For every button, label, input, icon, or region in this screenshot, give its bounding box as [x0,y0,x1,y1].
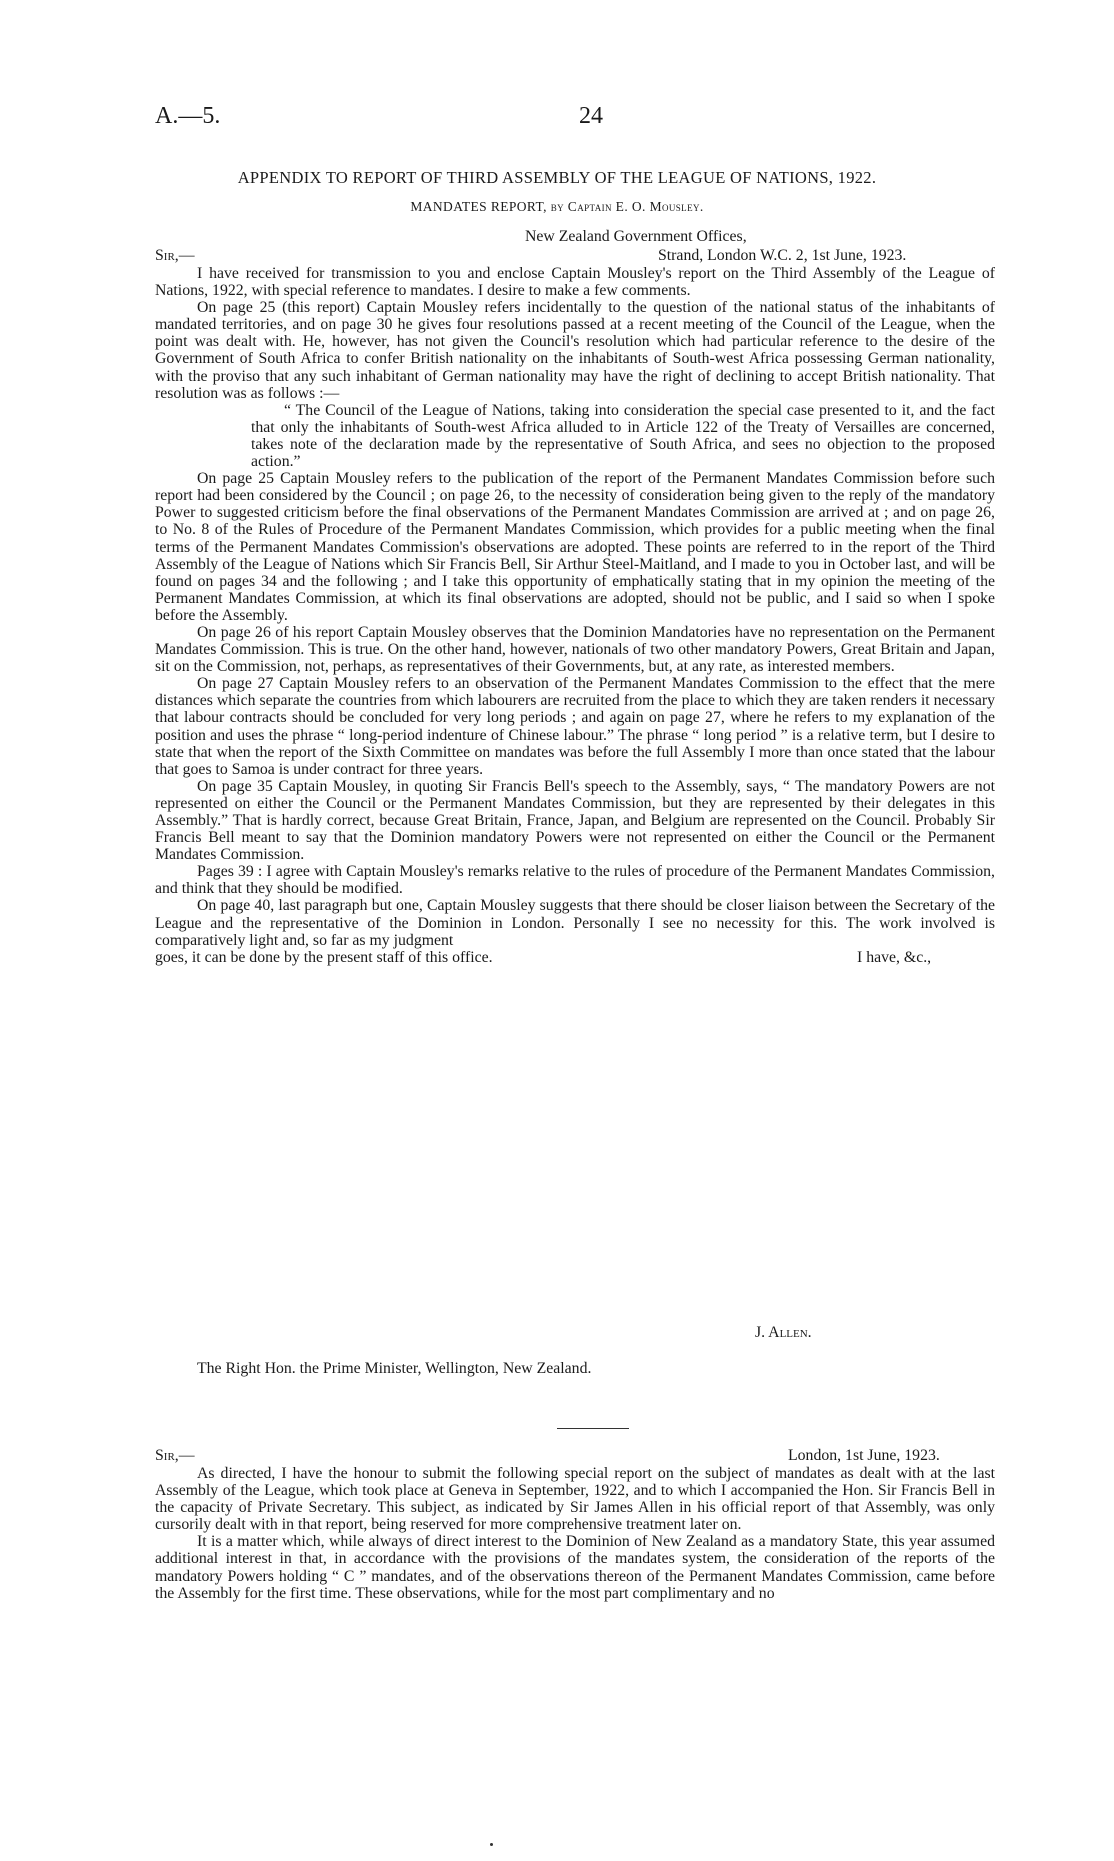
page-mark [490,1843,493,1846]
letter1-paragraph: On page 40, last paragraph but one, Captain Mousley suggests that there should be closer liaison between the Secretary of the League and the representative of the Dominion in London. Personally I see no necessity for this. The work involved is comparatively light and, so far as my judgment [155,897,995,949]
document-title: APPENDIX TO REPORT OF THIRD ASSEMBLY OF THE LEAGUE OF NATIONS, 1922. [237,168,877,187]
letter1-closing: I have, &c., [857,948,932,966]
page-number: 24 [579,103,603,129]
subtitle-main: MANDATES REPORT, [410,199,547,214]
document-subtitle [0,199,1114,215]
letter2-place-date: London, 1st June, 1923. [788,1447,940,1464]
letter1-paragraph: On page 25 Captain Mousley refers to the publication of the report of the Permanent Mandates Commission before such report had been considered by the Council ; on page 26, to the necessity of consideration being given to the reply of the mandatory Power to suggested criticism before the final observations of the Permanent Mandates Commission are arrived at ; and on page 26, to No. 8 of the Rules of Procedure of the Permanent Mandates Commission, which provides for a public meeting when the final terms of the Permanent Mandates Commission's observations are adopted. These points are referred to in the report of the Third Assembly of the League of Nations which Sir Francis Bell, Sir Arthur Steel-Maitland, and I made to you in October last, and will be found on pages 34 and the following ; and I take this opportunity of emphatically stating that in my opinion the meeting of the Permanent Mandates Commission, at which its final observations are adopted, should not be public, and I said so when I spoke before the Assembly. [155,470,995,624]
section-divider [557,1428,629,1429]
document-reference: A.—5. [155,103,221,129]
letter1-salutation: Sir,— [155,247,195,264]
letter1-last-line: goes, it can be done by the present staff of this office. [155,948,493,966]
letter1-body [155,265,995,966]
letter1-paragraph: On page 25 (this report) Captain Mousley refers incidentally to the question of the national status of the inhabitants of mandated territories, and on page 30 he gives four resolutions passed at a recent meeting of the Council of the League, when the point was dealt with. He, however, has not given the Council's resolution which had particular reference to the desire of the Government of South Africa to confer British nationality on the inhabitants of South-west Africa possessing German nationality, with the proviso that any such inhabitant of German nationality may have the right of declining to accept British nationality. That resolution was as follows :— [155,299,995,402]
letter1-addressee: The Right Hon. the Prime Minister, Wellington, New Zealand. [197,1360,592,1377]
council-resolution-quote [234,402,995,470]
letter1-paragraph: I have received for transmission to you and enclose Captain Mousley's report on the Third Assembly of the League of Nations, 1922, with special reference to mandates. I desire to make a few comments. [155,265,995,300]
quote-text: “ The Council of the League of Nations, taking into consideration the special case presented to it, and the fact that only the inhabitants of South-west Africa alluded to in Article 122 of the Treaty of Versailles are concerned, takes note of the declaration made by the representative of South Africa, and sees no objection to the proposed action.” [251,401,995,471]
subtitle-byline: by Captain E. O. Mousley. [550,199,704,214]
letter1-address-line1: New Zealand Government Offices, [525,228,747,245]
letter1-paragraph: On page 27 Captain Mousley refers to an observation of the Permanent Mandates Commission to the effect that the mere distances which separate the countries from which labourers are recruited from the place to which they are taken renders it necessary that labour contracts should be concluded for very long periods ; and again on page 27, where he refers to my explanation of the position and uses the phrase “ long-period indenture of Chinese labour.” The phrase “ long period ” is a relative term, but I desire to state that when the report of the Sixth Committee on mandates was before the full Assembly I more than once stated that the labour that goes to Samoa is under contract for three years. [155,675,995,778]
closing-row [155,949,995,966]
letter1-paragraph: Pages 39 : I agree with Captain Mousley's remarks relative to the rules of procedure of the Permanent Mandates Commission, and think that they should be modified. [155,863,995,898]
letter1-signature: J. Allen. [755,1324,812,1341]
letter1-paragraph: On page 26 of his report Captain Mousley observes that the Dominion Mandatories have no representation on the Permanent Mandates Commission. This is true. On the other hand, however, nationals of two other mandatory Powers, Great Britain and Japan, sit on the Commission, not, perhaps, as representatives of their Governments, but, at any rate, as interested members. [155,623,995,676]
letter2-paragraph: It is a matter which, while always of direct interest to the Dominion of New Zealand as a mandatory State, this year assumed additional interest in that, in accordance with the provisions of the mandates system, the consideration of the reports of the mandatory Powers holding “ C ” mandates, and of the observations thereon of the Permanent Mandates Commission, came before the Assembly for the first time. These observations, while for the most part complimentary and no [155,1533,995,1602]
letter1-address-line2: Strand, London W.C. 2, 1st June, 1923. [658,247,907,264]
letter2-salutation: Sir,— [155,1447,195,1464]
letter2-body [155,1465,995,1602]
letter2-paragraph: As directed, I have the honour to submit the following special report on the subject of mandates as dealt with at the last Assembly of the League, which took place at Geneva in September, 1922, and to which I accompanied the Hon. Sir Francis Bell in the capacity of Private Secretary. This subject, as indicated by Sir James Allen in his official report of that Assembly, was only cursorily dealt with in that report, being reserved for more comprehensive treatment later on. [155,1465,995,1534]
letter1-paragraph: On page 35 Captain Mousley, in quoting Sir Francis Bell's speech to the Assembly, says, “ The mandatory Powers are not represented on either the Council or the Permanent Mandates Commission, but they are represented by their delegates in this Assembly.” That is hardly correct, because Great Britain, France, Japan, and Belgium are represented on the Council. Probably Sir Francis Bell meant to say that the Dominion mandatory Powers were not represented on either the Council or the Permanent Mandates Commission. [155,777,995,864]
